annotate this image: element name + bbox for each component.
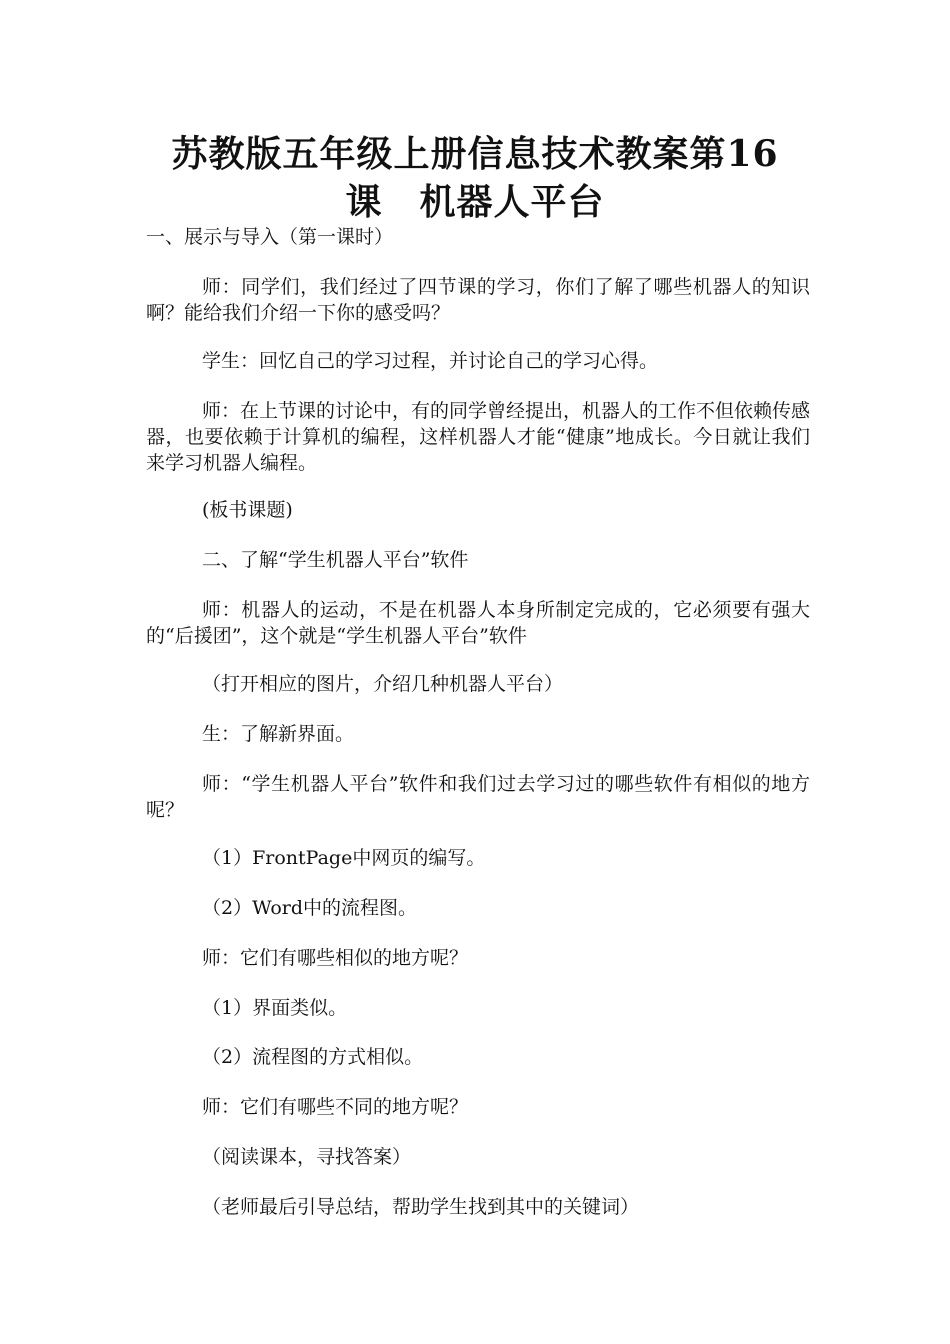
paragraph-student-recall: 学生：回忆自己的学习过程，并讨论自己的学习心得。 — [202, 350, 659, 372]
paragraph-teacher-similarities: 师：它们有哪些相似的地方呢？ — [202, 947, 469, 969]
paragraph-teacher-differences: 师：它们有哪些不同的地方呢？ — [202, 1096, 469, 1118]
list-item-word: （2）Word中的流程图。 — [202, 897, 418, 919]
paragraph-board-title: (板书课题) — [202, 499, 293, 521]
list-item-flowchart-similar: （2）流程图的方式相似。 — [202, 1046, 424, 1068]
paragraph-open-images: （打开相应的图片，介绍几种机器人平台） — [202, 673, 564, 695]
paragraph-teacher-platform: 师：机器人的运动，不是在机器人本身所制定完成的，它必须要有强大的“后援团”，这个就是“学生机器人平台”软件 — [146, 599, 810, 647]
paragraph-teacher-similar: 师：“学生机器人平台”软件和我们过去学习过的哪些软件有相似的地方呢？ — [146, 773, 810, 821]
paragraph-teacher-summary: （老师最后引导总结，帮助学生找到其中的关键词） — [202, 1196, 640, 1218]
document-title-line-2: 课 机器人平台 — [345, 181, 605, 223]
paragraph-student-interface: 生：了解新界面。 — [202, 723, 355, 745]
list-item-frontpage: （1）FrontPage中网页的编写。 — [202, 847, 486, 869]
list-item-interface-similar: （1）界面类似。 — [202, 997, 348, 1019]
paragraph-teacher-intro: 师：同学们，我们经过了四节课的学习，你们了解了哪些机器人的知识啊？能给我们介绍一下你的感受吗？ — [146, 276, 810, 324]
document-title-line-1: 苏教版五年级上册信息技术教案第16 — [171, 133, 779, 175]
paragraph-teacher-programming: 师：在上节课的讨论中，有的同学曾经提出，机器人的工作不但依赖传感器，也要依赖于计算机的编程，这样机器人才能“健康”地成长。今日就让我们来学习机器人编程。 — [146, 400, 811, 474]
section-heading-1: 一、展示与导入（第一课时） — [146, 226, 394, 248]
paragraph-read-textbook: （阅读课本，寻找答案） — [202, 1146, 412, 1168]
section-heading-2: 二、了解“学生机器人平台”软件 — [202, 549, 469, 571]
